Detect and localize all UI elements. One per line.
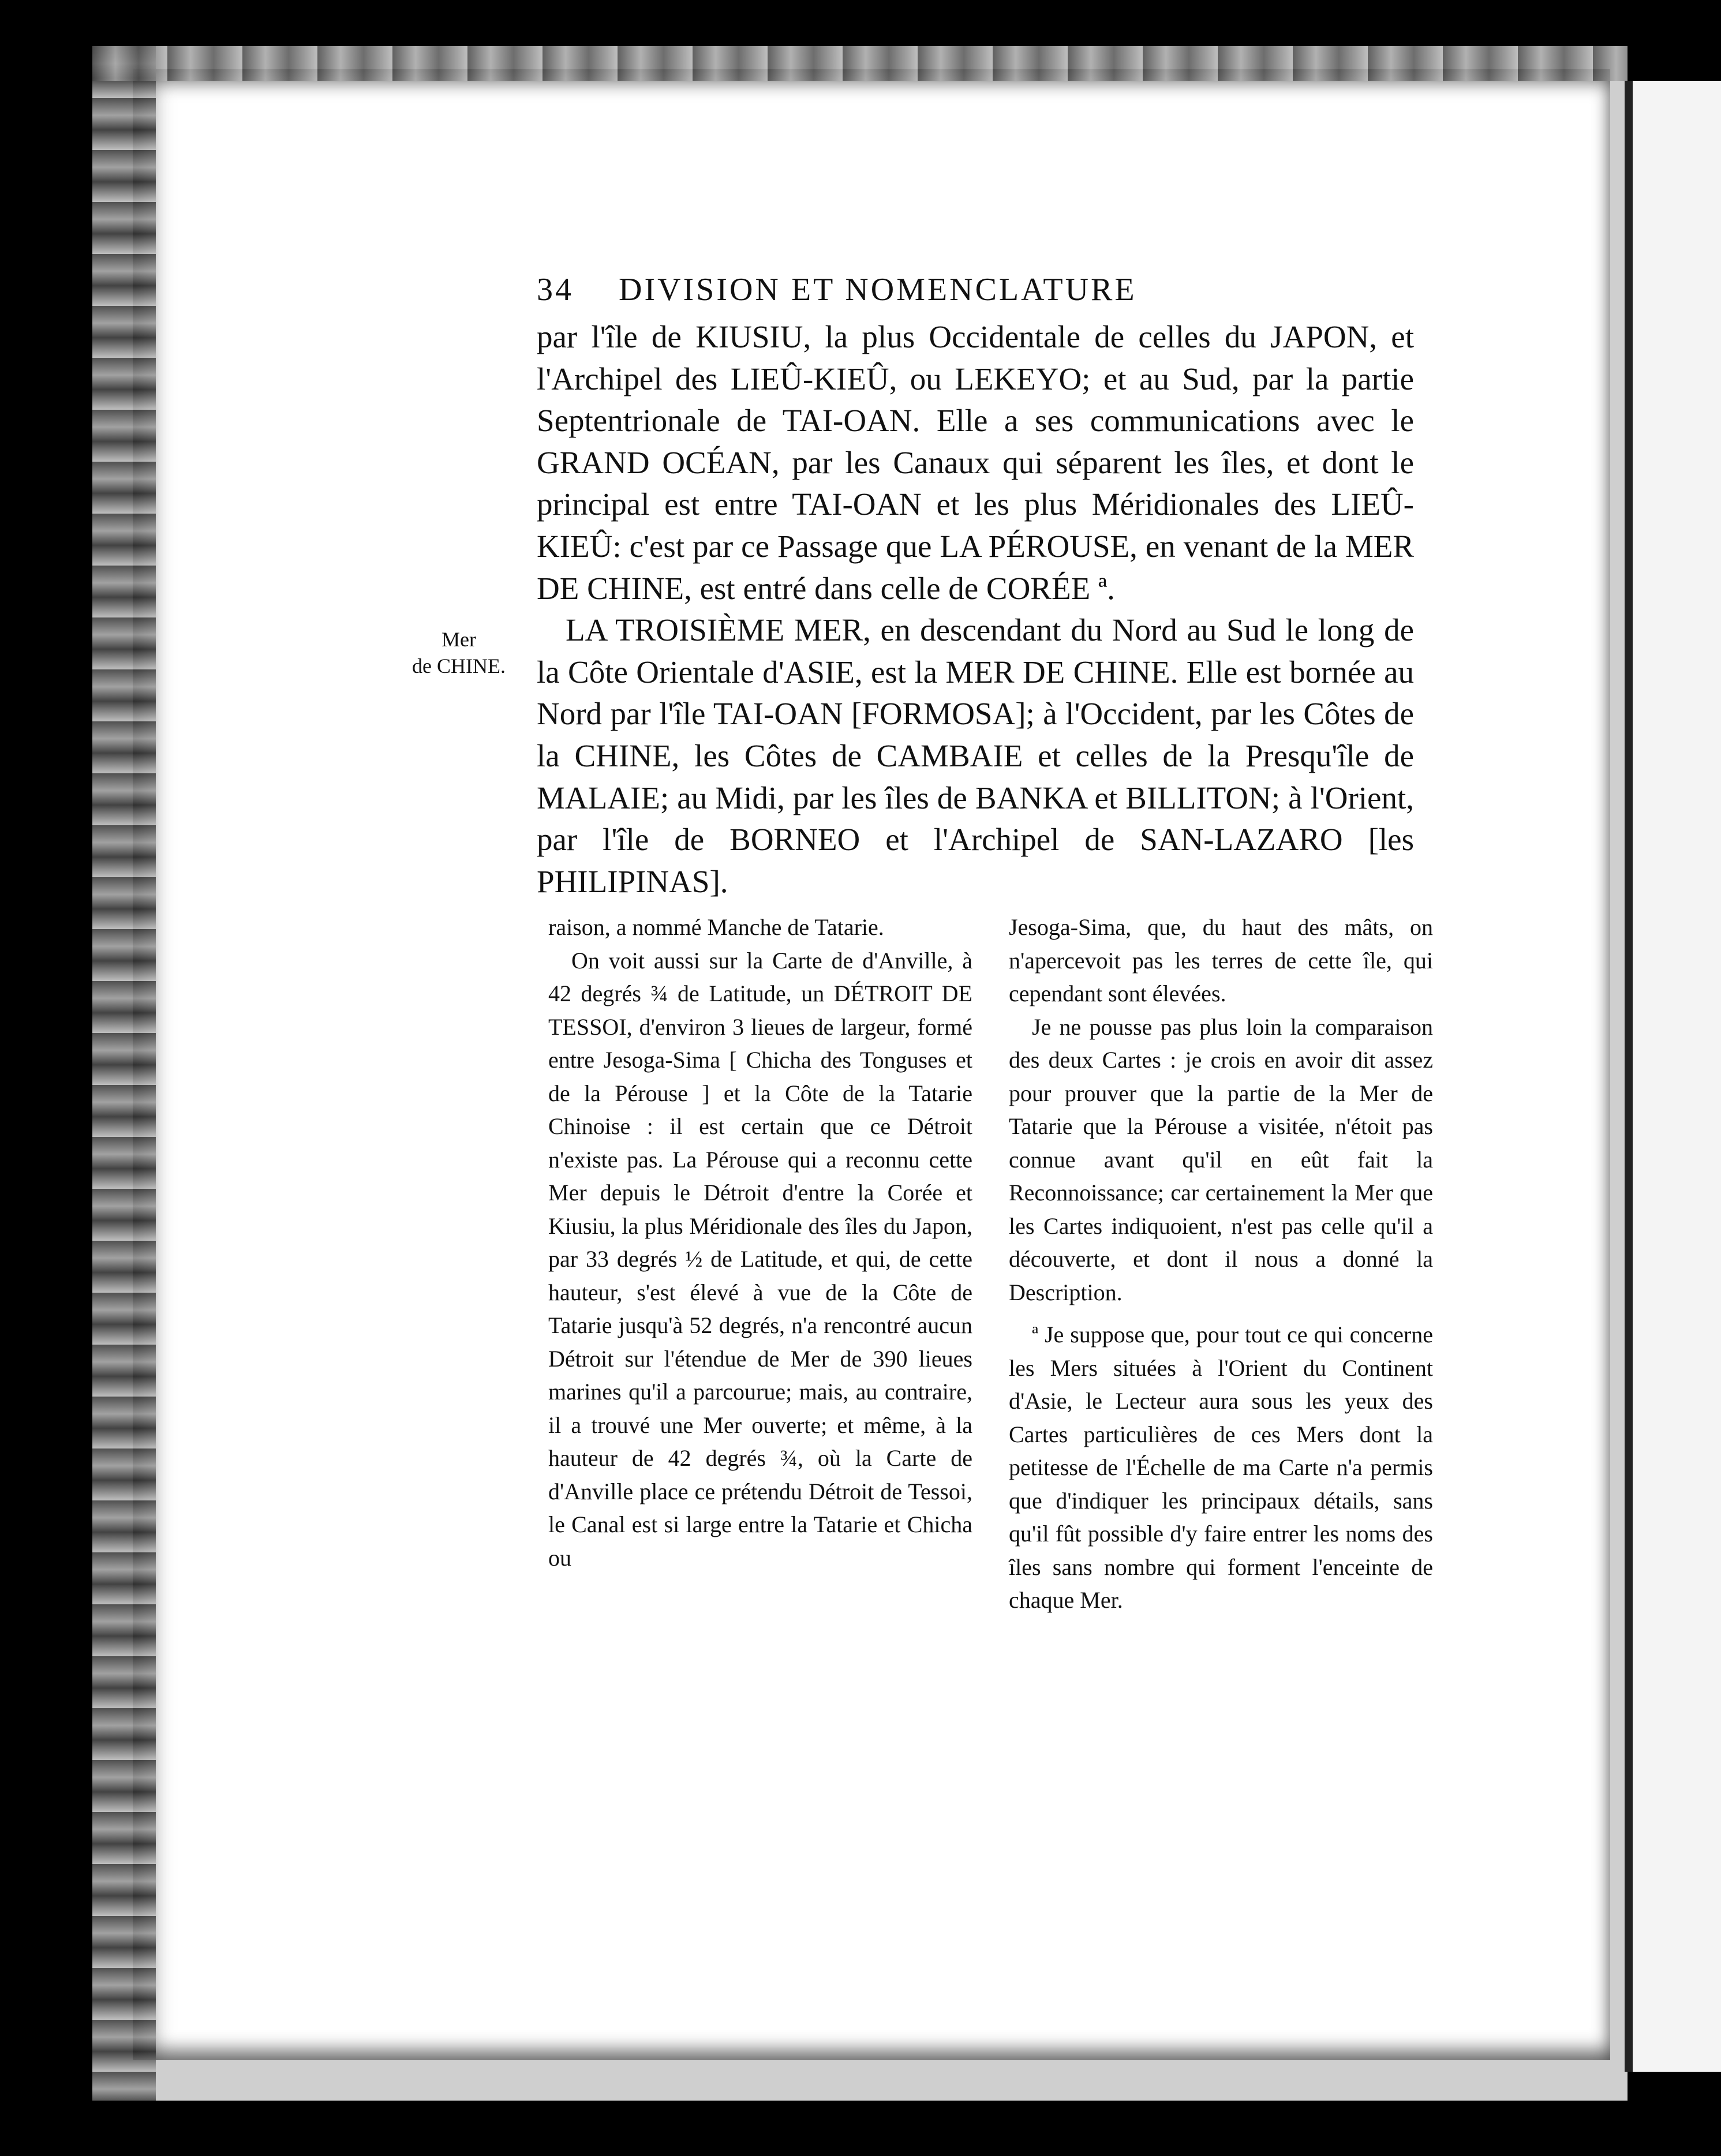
main-paragraph-2: LA TROISIÈME MER, en descendant du Nord au Sud le long de la Côte Orientale d'ASIE, est la MER DE CHINE. Elle est bornée au Nord par l'île TAI-OAN [FORMOSA]; à l'Occident, par les Côtes de la CHINE, les Côtes de CAMBAIE et celles de la Presqu'île de MALAIE; au Midi, par les îles de BANKA et BILLITON; à l'Orient, par l'île de BORNEO et l'Archipel de SAN-LAZARO [les PHILIPINAS]. — [537, 612, 1414, 899]
right-column-paragraph-1: Jesoga-Sima, que, du haut des mâts, on n'apercevoit pas les terres de cette île, qui cependant sont élevées. — [1009, 914, 1433, 1006]
left-column — [548, 911, 972, 1574]
margin-note — [404, 626, 514, 679]
main-text — [537, 316, 1414, 903]
margin-note-line2: de CHINE. — [412, 654, 506, 678]
margin-note-line1: Mer — [442, 628, 476, 651]
page-header-title: DIVISION ET NOMENCLATURE — [619, 272, 1137, 308]
page-edge-top — [92, 46, 1628, 81]
footnote: ª Je suppose que, pour tout ce qui concerne les Mers situées à l'Orient du Continent d'Asie, le Lecteur aura sous les yeux des Cartes particulières de ces Mers dont la petitesse de l'Échelle de ma Carte n'a permis que d'indiquer les principaux détails, sans qu'il fût possible d'y faire entrer les noms des îles sans nombre qui forment l'enceinte de chaque Mer. — [1009, 1322, 1433, 1613]
right-column-paragraph-2: Je ne pousse pas plus loin la comparaison des deux Cartes : je crois en avoir dit assez pour prouver que la partie de la Mer de Tatarie que la Pérouse a visitée, n'étoit pas connue avant qu'il en eût fait la Reconnoissance; car certainement la Mer que les Cartes indiquoient, n'est pas celle qu'il a découverte, et dont il nous a donné la Description. — [1009, 1013, 1433, 1305]
main-paragraph-1: par l'île de KIUSIU, la plus Occidentale de celles du JAPON, et l'Archipel des LIEÛ-KIEÛ, ou LEKEYO; et au Sud, par la partie Septentrionale de TAI-OAN. Elle a ses communications avec le GRAND OCÉAN, par les Canaux qui séparent les îles, et dont le principal est entre TAI-OAN et les plus Méridionales des LIEÛ-KIEÛ: c'est par ce Passage que LA PÉROUSE, en venant de la MER DE CHINE, est entré dans celle de CORÉE ª. — [537, 319, 1414, 606]
page-number: 34 — [537, 272, 574, 308]
left-column-paragraph-2: On voit aussi sur la Carte de d'Anville, à 42 degrés ¾ de Latitude, un DÉTROIT DE TESSOI, d'environ 3 lieues de largeur, formé entre Jesoga-Sima [ Chicha des Tonguses et de la Pérouse ] et la Côte de la Tatarie Chinoise : il est certain que ce Détroit n'existe pas. La Pérouse qui a reconnu cette Mer depuis le Détroit d'entre la Corée et Kiusiu, la plus Méridionale des îles du Japon, par 33 degrés ½ de Latitude, et qui, de cette hauteur, s'est élevé à vue de la Côte de Tatarie jusqu'à 52 degrés, n'a rencontré aucun Détroit sur l'étendue de Mer de 390 lieues marines qu'il a parcourue; mais, au contraire, il a trouvé une Mer ouverte; et même, à la hauteur de 42 degrés ¾, où la Carte de d'Anville place ce prétendu Détroit de Tessoi, le Canal est si large entre la Tatarie et Chicha ou — [548, 947, 972, 1571]
running-head — [537, 271, 1137, 308]
facing-page-edge — [1625, 81, 1721, 2072]
right-column — [1009, 911, 1433, 1617]
left-column-paragraph-1: raison, a nommé Manche de Tatarie. — [548, 914, 884, 940]
page-edge-left — [92, 46, 156, 2101]
